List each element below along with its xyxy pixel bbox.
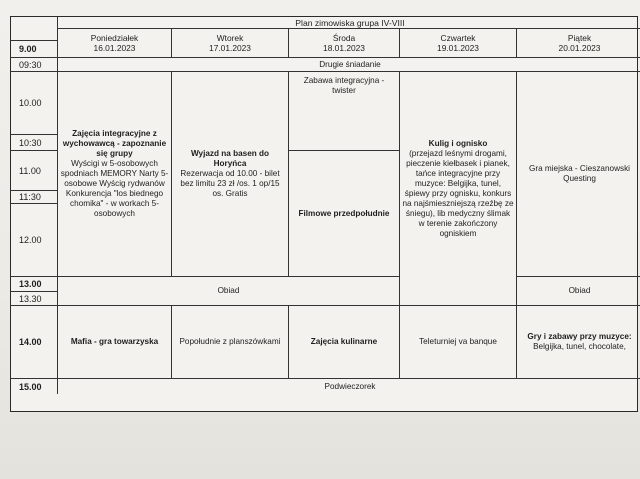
wed-morning-activity-1 [289,72,400,151]
activity-title: Wyjazd na basen do Horyńca [190,149,270,168]
activity-title: Gry i zabawy przy muzyce: [527,332,632,341]
activity-title: Zajęcia integracyjne z wychowawcą - zapoznanie się grupy [62,129,167,158]
time-1330: 13.30 [11,292,58,306]
day-date: 18.01.2023 [323,43,365,53]
time-1300: 13.00 [11,277,58,292]
wed-afternoon-activity: Zajęcia kulinarne [289,306,400,379]
activity-body: Wyścigi w 5-osobowych spodniach MEMORY Narty 5-osobowe Wyścig rydwanów Konkurencja "los biednego chomika" - w workach 5-osobowych [60,159,169,218]
tue-afternoon-activity: Popołudnie z planszówkami [172,306,289,379]
mon-afternoon-activity: Mafia - gra towarzyska [58,306,172,379]
day-name: Czwartek [440,33,476,43]
day-date: 16.01.2023 [93,43,136,53]
time-1000: 10.00 [11,72,58,135]
activity-title: Zabawa integracyjna - twister [303,76,385,95]
tue-morning-activity [172,72,289,277]
day-date: 20.01.2023 [558,43,601,53]
time-1100: 11.00 [11,151,58,191]
schedule-title: Plan zimowiska grupa IV-VIII [58,17,640,29]
mon-morning-activity [58,72,172,277]
time-1400: 14.00 [11,306,58,379]
thu-morning-activity [400,72,517,306]
time-1030: 10:30 [11,135,58,151]
day-header-fri [517,29,640,58]
fri-morning-activity: Gra miejska - Cieszanowski Questing [517,72,640,277]
day-name: Wtorek [216,33,244,43]
day-name: Środa [332,33,356,43]
lunch-cell-fri: Obiad [517,277,640,306]
day-header-thu [400,29,517,58]
day-date: 19.01.2023 [437,43,479,53]
breakfast-cell: Drugie śniadanie [58,58,640,72]
time-0900: 9.00 [11,41,58,58]
time-0930: 09:30 [11,58,58,72]
day-name: Piątek [567,33,592,43]
day-date: 17.01.2023 [209,43,251,53]
time-1200: 12.00 [11,204,58,277]
thu-afternoon-activity: Teleturniej va banque [400,306,517,379]
activity-title: Kulig i ognisko [428,138,488,148]
fri-afternoon-activity [517,306,640,379]
day-name: Poniedziałek [90,33,139,43]
day-header-wed [289,29,400,58]
activity-body: Belgijka, tunel, chocolate, [533,342,626,351]
activity-body: (przejazd leśnymi drogami, pieczenie kiełbasek i pianek, tańce integracyjne przy muzyce: Belgijka, tunel, śpiewy przy ognisku, konkurs na najśmieszniejszą rzeźbę ze śniegu), lib medyczny ślimak w terenie zakończony ogniskiem [402,148,514,238]
time-1500: 15.00 [11,379,58,394]
lunch-cell: Obiad [58,277,400,306]
day-header-mon [58,29,172,58]
day-header-tue [172,29,289,58]
activity-body: Rezerwacja od 10.00 - bilet bez limitu 23 zł /os. 1 op/15 os. Gratis [180,169,280,198]
wed-morning-activity-2: Filmowe przedpołudnie [289,151,400,277]
time-1130: 11:30 [11,191,58,204]
dinner-cell: Podwieczorek [324,381,376,391]
schedule-table [10,16,638,412]
corner-cell [11,17,58,41]
